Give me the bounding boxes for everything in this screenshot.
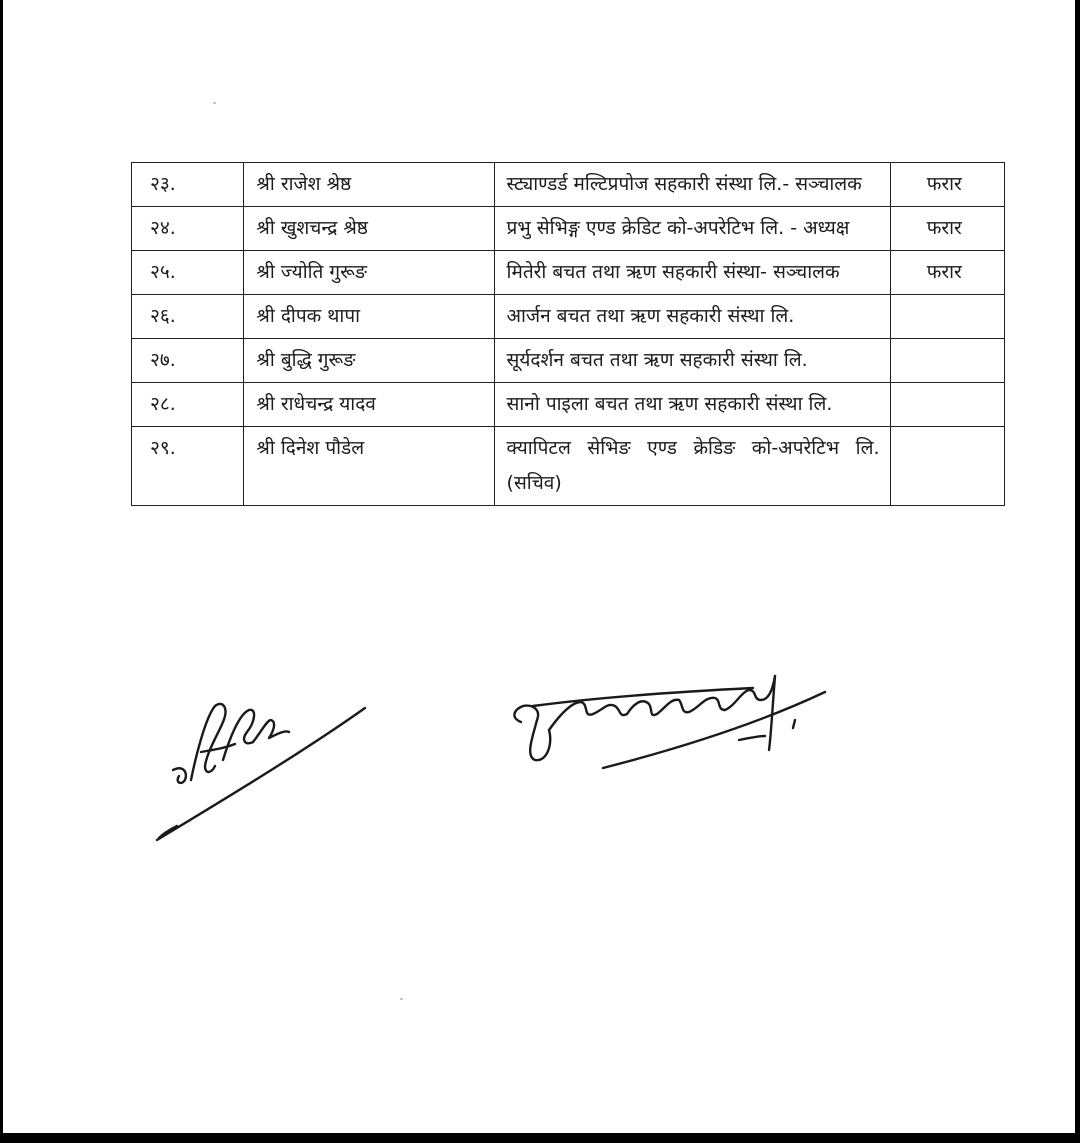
person-name: श्री दिनेश पौडेल [244,427,494,506]
organization-role: प्रभु सेभिङ्ग एण्ड क्रेडिट को-अपरेटिभ लि. - अध्यक्ष [494,207,890,251]
organization-role: स्ट्याण्डर्ड मल्टिप्रपोज सहकारी संस्था लि.- सञ्चालक [494,163,890,207]
person-name: श्री ज्योति गुरूङ [244,251,494,295]
person-name: श्री राजेश श्रेष्ठ [244,163,494,207]
table-row [132,251,1005,295]
handwritten-signature-icon [503,640,833,780]
organization-role: सूर्यदर्शन बचत तथा ऋण सहकारी संस्था लि. [494,339,890,383]
organization-role: मितेरी बचत तथा ऋण सहकारी संस्था- सञ्चालक [494,251,890,295]
scan-speck [213,102,216,104]
person-name: श्री बुद्धि गुरूङ [244,339,494,383]
scan-speck [400,998,403,1000]
status-cell: फरार [890,207,1004,251]
accused-list-table [131,162,1005,506]
row-number: २६. [132,295,244,339]
person-name: श्री खुशचन्द्र श्रेष्ठ [244,207,494,251]
status-cell [890,295,1004,339]
person-name: श्री राधेचन्द्र यादव [244,383,494,427]
row-number: २३. [132,163,244,207]
status-cell [890,339,1004,383]
scan-frame-edge [0,1133,1080,1143]
organization-role: क्यापिटल सेभिङ एण्ड क्रेडिङ को-अपरेटिभ लि. (सचिव) [494,427,890,506]
document-page [3,0,1075,1133]
row-number: २७. [132,339,244,383]
row-number: २८. [132,383,244,427]
table-row [132,295,1005,339]
table-row [132,207,1005,251]
status-cell [890,427,1004,506]
table-row [132,163,1005,207]
person-name: श्री दीपक थापा [244,295,494,339]
organization-role: सानो पाइला बचत तथा ऋण सहकारी संस्था लि. [494,383,890,427]
organization-role: आर्जन बचत तथा ऋण सहकारी संस्था लि. [494,295,890,339]
table-row [132,339,1005,383]
table-row [132,383,1005,427]
handwritten-signature-icon [143,670,383,860]
status-cell [890,383,1004,427]
row-number: २५. [132,251,244,295]
status-cell: फरार [890,251,1004,295]
table-row [132,427,1005,506]
row-number: २९. [132,427,244,506]
row-number: २४. [132,207,244,251]
status-cell: फरार [890,163,1004,207]
